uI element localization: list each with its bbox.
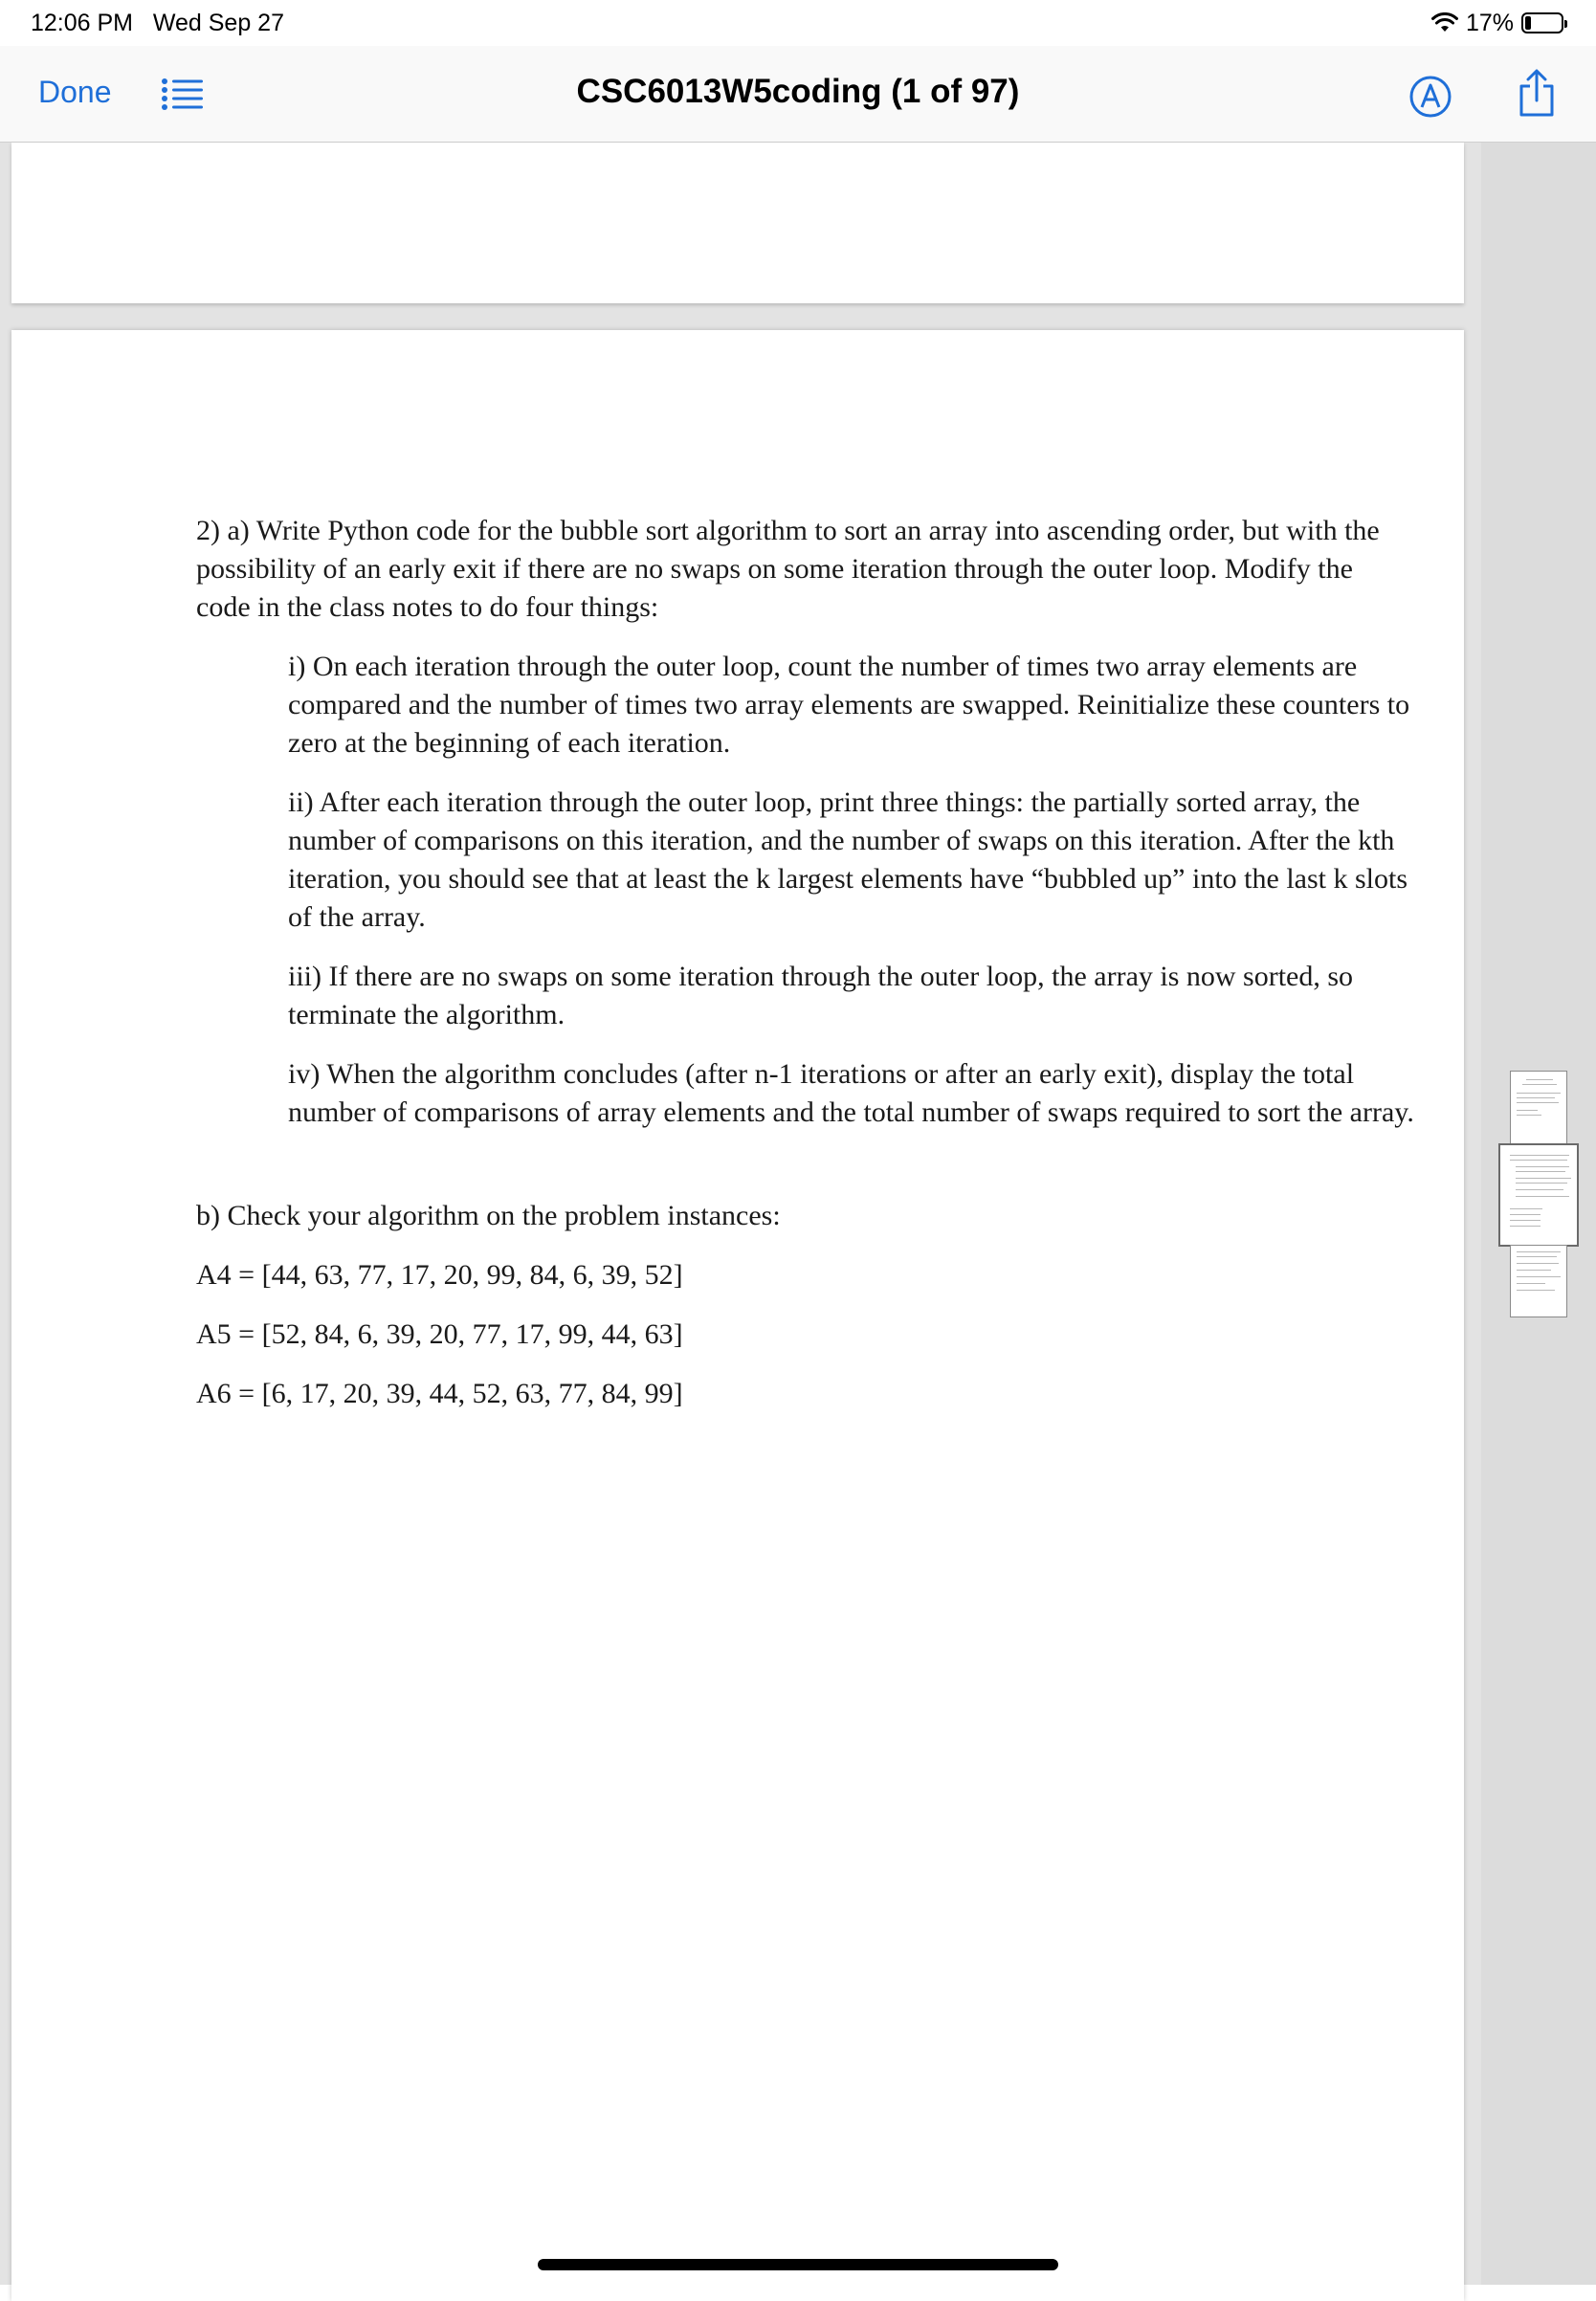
question-intro: 2) a) Write Python code for the bubble sort algorithm to sort an array into ascending order, but with the possibility of an early exit if there are no swaps on some iteration through the outer loop. Modify the code in the class notes to do four things: xyxy=(196,515,1380,623)
previous-page xyxy=(11,143,1464,303)
battery-percent: 17% xyxy=(1465,9,1514,36)
clock-date: Wed Sep 27 xyxy=(152,10,284,36)
array-a5: A5 = [52, 84, 6, 39, 20, 77, 17, 99, 44, 63] xyxy=(196,1318,683,1350)
markup-icon[interactable] xyxy=(1408,75,1452,119)
wifi-icon xyxy=(1431,12,1458,33)
home-indicator[interactable] xyxy=(538,2259,1058,2270)
part-b-heading: b) Check your algorithm on the problem instances: xyxy=(196,1200,781,1231)
share-icon[interactable] xyxy=(1518,69,1556,119)
toolbar xyxy=(0,46,1596,143)
battery-icon xyxy=(1521,12,1563,33)
question-item-iii: iii) If there are no swaps on some iteration through the outer loop, the array is now sorted, so terminate the algorithm. xyxy=(288,961,1354,1030)
array-a6: A6 = [6, 17, 20, 39, 44, 52, 63, 77, 84, 99] xyxy=(196,1378,683,1409)
array-a4: A4 = [44, 63, 77, 17, 20, 99, 84, 6, 39, 52] xyxy=(196,1259,683,1291)
status-bar xyxy=(0,0,1596,46)
question-item-iv: iv) When the algorithm concludes (after n-1 iterations or after an early exit), display the total number of comparisons of array elements and the total number of swaps required to sort the array. xyxy=(288,1058,1414,1128)
page-content xyxy=(196,512,1440,1413)
list-icon[interactable] xyxy=(161,77,205,113)
page-thumbnail-current[interactable] xyxy=(1498,1143,1579,1247)
question-item-i: i) On each iteration through the outer loop, count the number of times two array elements are compared and the number of times two array elements are swapped. Reinitialize these counters to zero at the beginning of each iteration. xyxy=(288,651,1410,759)
page-scrubber[interactable] xyxy=(1481,143,1596,2285)
status-time xyxy=(31,10,284,37)
battery-fill xyxy=(1525,16,1531,30)
page-thumbnail[interactable] xyxy=(1510,1245,1567,1317)
status-right xyxy=(1431,8,1563,38)
document-title: CSC6013W5coding (1 of 97) xyxy=(576,73,1020,110)
question-item-ii: ii) After each iteration through the outer loop, print three things: the partially sorted array, the number of comparisons on this iteration, and the number of swaps on this iteration. After the kth iteration, you should see that at least the k largest elements have “bubbled up” into the last k slots of the array. xyxy=(288,786,1408,933)
current-page xyxy=(11,330,1464,2301)
done-button[interactable]: Done xyxy=(38,75,112,109)
document-viewer[interactable] xyxy=(0,143,1481,2285)
battery-nub xyxy=(1564,20,1567,28)
page-thumbnail[interactable] xyxy=(1510,1071,1567,1145)
clock-time: 12:06 PM xyxy=(31,10,134,36)
